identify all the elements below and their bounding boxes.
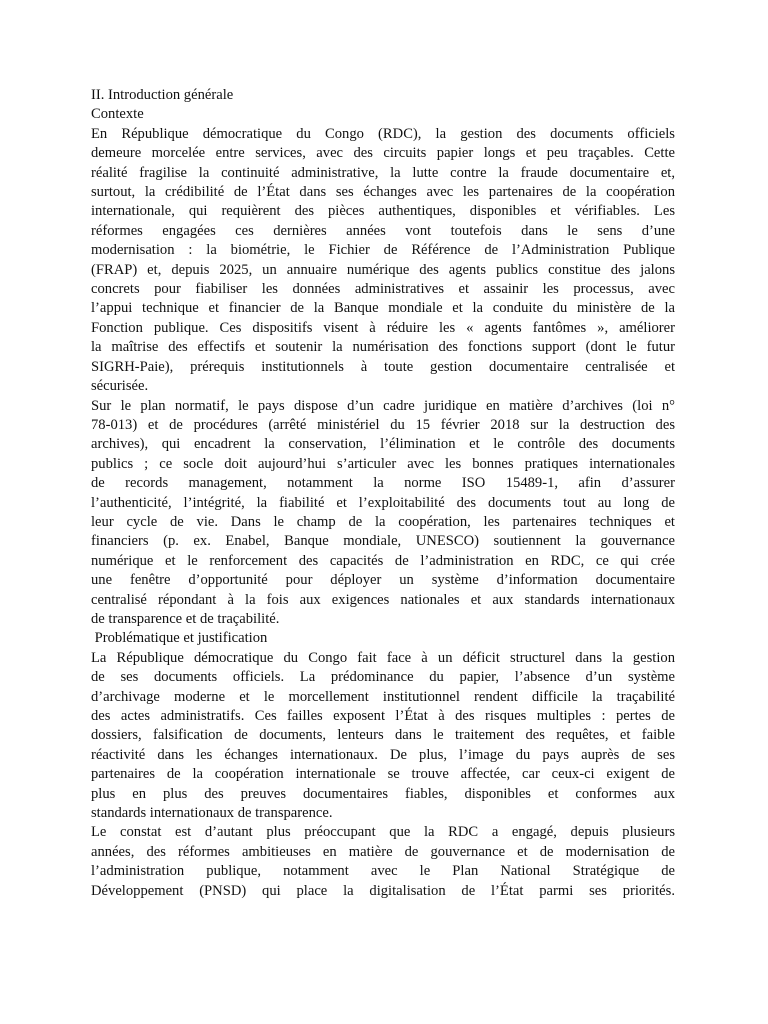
text-line: publics ; ce socle doit aujourd’hui s’articuler avec les bonnes pratiques internationales (91, 455, 675, 472)
text-line: financiers (p. ex. Enabel, Banque mondiale, UNESCO) soutiennent la gouvernance (91, 533, 675, 550)
text-line: Le constat est d’autant plus préoccupant que la RDC a engagé, depuis plusieurs (91, 824, 675, 841)
text-line: une fenêtre d’opportunité pour déployer un système d’information documentaire (91, 572, 675, 589)
text-line: En République démocratique du Congo (RDC), la gestion des documents officiels (91, 125, 675, 142)
text-line: l’administration publique, notamment avec le Plan National Stratégique de (91, 863, 675, 880)
paragraph-context (91, 125, 675, 397)
text-line: Fonction publique. Ces dispositifs visent à réduire les « agents fantômes », améliorer (91, 319, 675, 336)
text-line: l’authenticité, l’intégrité, la fiabilité et l’exploitabilité des documents tout au long de (91, 494, 675, 511)
paragraph-problem (91, 649, 675, 824)
text-line: SIGRH-Paie), prérequis institutionnels à toute gestion documentaire centralisée et (91, 358, 675, 375)
text-line: internationale, qui requièrent des pièces authentiques, disponibles et vérifiables. Les (91, 203, 675, 220)
text-line: surtout, la crédibilité de l’État dans ses échanges avec les partenaires de la coopération (91, 184, 675, 201)
text-line: de transparence et de traçabilité. (91, 610, 280, 627)
text-line: Développement (PNSD) qui place la digitalisation de l’État parmi ses priorités. (91, 882, 675, 899)
section-heading: II. Introduction générale (91, 87, 234, 103)
text-line: d’archivage moderne et le morcellement institutionnel rendent difficile la traçabilité (91, 688, 675, 705)
text-line: centralisé répondant à la fois aux exigences nationales et aux standards internationaux (91, 591, 675, 608)
text-line: réactivité dans les échanges internationaux. De plus, l’image du pays auprès de ses (91, 746, 675, 763)
text-line: La République démocratique du Congo fait face à un déficit structurel dans la gestion (91, 649, 675, 666)
text-line: (FRAP) et, depuis 2025, un annuaire numérique des agents publics constitue des jalons (91, 261, 675, 278)
text-line: de ses documents officiels. La prédominance du papier, l’absence d’un système (91, 669, 675, 686)
text-line: partenaires de la coopération internationale se trouve affectée, car ceux-ci exigent de (91, 766, 675, 783)
text-line: concrets pour fiabiliser les données administratives et assainir les processus, avec (91, 281, 675, 298)
text-line: leur cycle de vie. Dans le champ de la coopération, les partenaires techniques et (91, 513, 675, 530)
text-line: la maîtrise des effectifs et soutenir la numérisation des fonctions support (dont le futur (91, 339, 675, 356)
context-heading: Contexte (91, 106, 144, 123)
text-line: demeure morcelée entre services, avec des circuits papier longs et peu traçables. Cette (91, 145, 675, 162)
text-line: 78-013) et de procédures (arrêté ministériel du 15 février 2018 sur la destruction des (91, 416, 675, 433)
paragraph-legal-framework (91, 397, 675, 630)
text-line: Sur le plan normatif, le pays dispose d’un cadre juridique en matière d’archives (loi n° (91, 397, 675, 414)
text-line: réformes engagées ces dernières années vont toutefois dans le sens d’une (91, 222, 675, 239)
text-line: des actes administratifs. Ces failles exposent l’État à des risques multiples : pertes de (91, 708, 675, 724)
document-page (91, 86, 675, 901)
text-line: réalité fragilise la continuité administrative, la lutte contre la fraude documentaire et, (91, 164, 675, 181)
text-line: sécurisée. (91, 378, 149, 395)
paragraph-justification (91, 823, 675, 901)
problem-heading: Problématique et justification (91, 630, 268, 647)
text-line: de records management, notamment la norme ISO 15489-1, afin d’assurer (91, 475, 675, 492)
text-line: dossiers, falsification de documents, lenteurs dans le traitement des requêtes, et faible (91, 727, 675, 744)
text-line: plus en plus des preuves documentaires fiables, disponibles et conformes aux (91, 785, 675, 802)
text-line: modernisation : la biométrie, le Fichier de Référence de l’Administration Publique (91, 242, 675, 259)
text-line: standards internationaux de transparence. (91, 805, 333, 822)
text-line: archives), qui encadrent la conservation, l’élimination et le contrôle des documents (91, 436, 675, 453)
text-line: numérique et le renforcement des capacités de l’administration en RDC, ce qui crée (91, 552, 675, 569)
text-line: l’appui technique et financier de la Banque mondiale et la conduite du ministère de la (91, 300, 675, 317)
text-line: années, des réformes ambitieuses en matière de gouvernance et de modernisation de (91, 843, 675, 860)
